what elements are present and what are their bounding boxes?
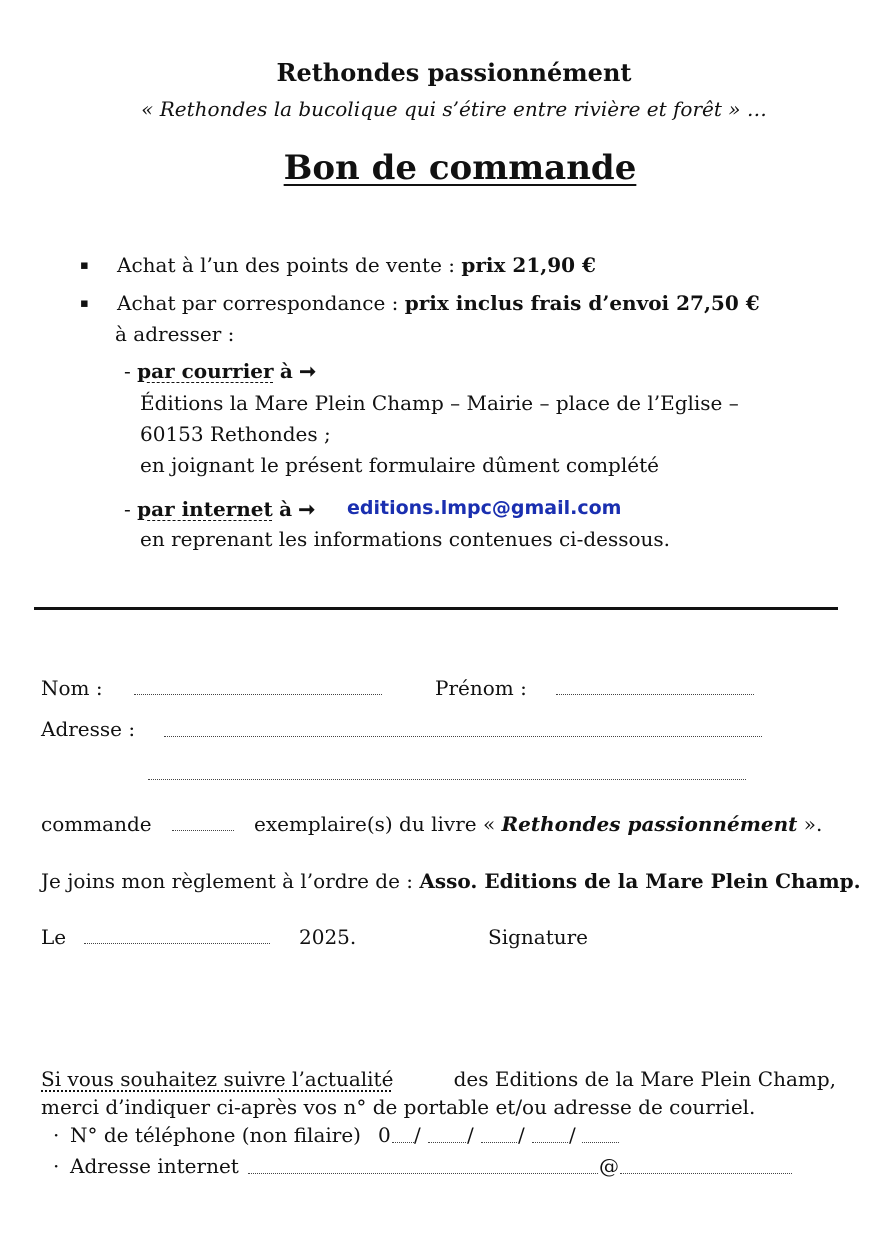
prenom-field[interactable] [556,694,754,695]
mail-address-line1: Éditions la Mare Plein Champ – Mairie – place de l’Eglise – [140,391,739,415]
nom-field[interactable] [134,694,382,695]
offer-item-price: prix inclus frais d’envoi 27,50 € [404,291,760,315]
arrow-right-icon: ➞ [298,497,316,521]
section-divider [34,607,838,610]
form-heading-text: Bon de commande [283,148,637,188]
arrow-right-icon: ➞ [299,359,317,383]
bullet-icon: · [53,1123,60,1147]
year-text: 2025. [299,925,357,949]
email-local-field[interactable] [248,1173,598,1174]
quantity-field[interactable] [172,830,234,831]
dash: - [124,359,131,383]
book-line [254,812,822,836]
signature-label: Signature [488,925,589,949]
prenom-label: Prénom : [435,676,527,700]
book-title: Rethondes passionnément [501,812,798,836]
mail-a: à [279,359,293,383]
book-close: ». [803,812,823,836]
phone-field-3[interactable] [481,1142,517,1143]
dash: - [124,497,131,521]
bullet-icon: ▪ [80,296,89,311]
form-heading [0,148,870,188]
email-domain-field[interactable] [620,1173,792,1174]
exemplaires-text: exemplaire(s) du livre « [254,812,496,836]
offer-item-points-de-vente [117,253,596,277]
phone-field-5[interactable] [582,1142,619,1143]
phone-slash: / [467,1123,474,1147]
adresse-label: Adresse : [41,717,136,741]
offer-item-correspondance [117,291,760,315]
address-intro: à adresser : [115,322,235,346]
web-instructions: en reprenant les informations contenues ci-dessous. [140,527,671,551]
web-a: à [279,497,293,521]
phone-label: N° de téléphone (non filaire) [70,1123,361,1147]
nom-label: Nom : [41,676,103,700]
mail-address-line2: 60153 Rethondes ; [140,422,331,446]
document-subtitle: « Rethondes la bucolique qui s’étire entre rivière et forêt » … [141,97,767,121]
mail-instructions: en joignant le présent formulaire dûment complété [140,453,659,477]
news-intro [41,1067,836,1091]
phone-slash: / [518,1123,525,1147]
date-field[interactable] [84,943,270,944]
phone-prefix: 0 [378,1123,391,1147]
adresse-field-line2[interactable] [148,779,746,780]
offer-item-price: prix 21,90 € [461,253,596,277]
news-intro-underlined: Si vous souhaitez suivre l’actualité [41,1067,394,1091]
offer-item-text: Achat à l’un des points de vente : [117,253,456,277]
phone-field-1[interactable] [392,1142,414,1143]
document-title: Rethondes passionnément [276,58,632,87]
news-intro-rest: des Editions de la Mare Plein Champ, [453,1067,836,1091]
le-label: Le [41,925,67,949]
phone-slash: / [414,1123,421,1147]
mail-option [124,359,316,383]
reglement-payee: Asso. Editions de la Mare Plein Champ. [419,869,861,893]
contact-email-link[interactable]: editions.lmpc@gmail.com [347,497,622,519]
news-instructions: merci d’indiquer ci-après vos n° de portable et/ou adresse de courriel. [41,1095,756,1119]
bullet-icon: · [53,1154,60,1178]
web-label: par internet [137,497,273,521]
adresse-field-line1[interactable] [164,736,762,737]
phone-slash: / [569,1123,576,1147]
phone-field-4[interactable] [532,1142,568,1143]
phone-field-2[interactable] [428,1142,466,1143]
commande-label: commande [41,812,152,836]
web-option [124,497,315,521]
bullet-icon: ▪ [80,258,89,273]
reglement-text: Je joins mon règlement à l’ordre de : [41,869,414,893]
offer-item-text: Achat par correspondance : [117,291,399,315]
internet-label: Adresse internet [70,1154,239,1178]
reglement-line [41,869,861,893]
at-sign: @ [599,1154,619,1178]
mail-label: par courrier [137,359,274,383]
